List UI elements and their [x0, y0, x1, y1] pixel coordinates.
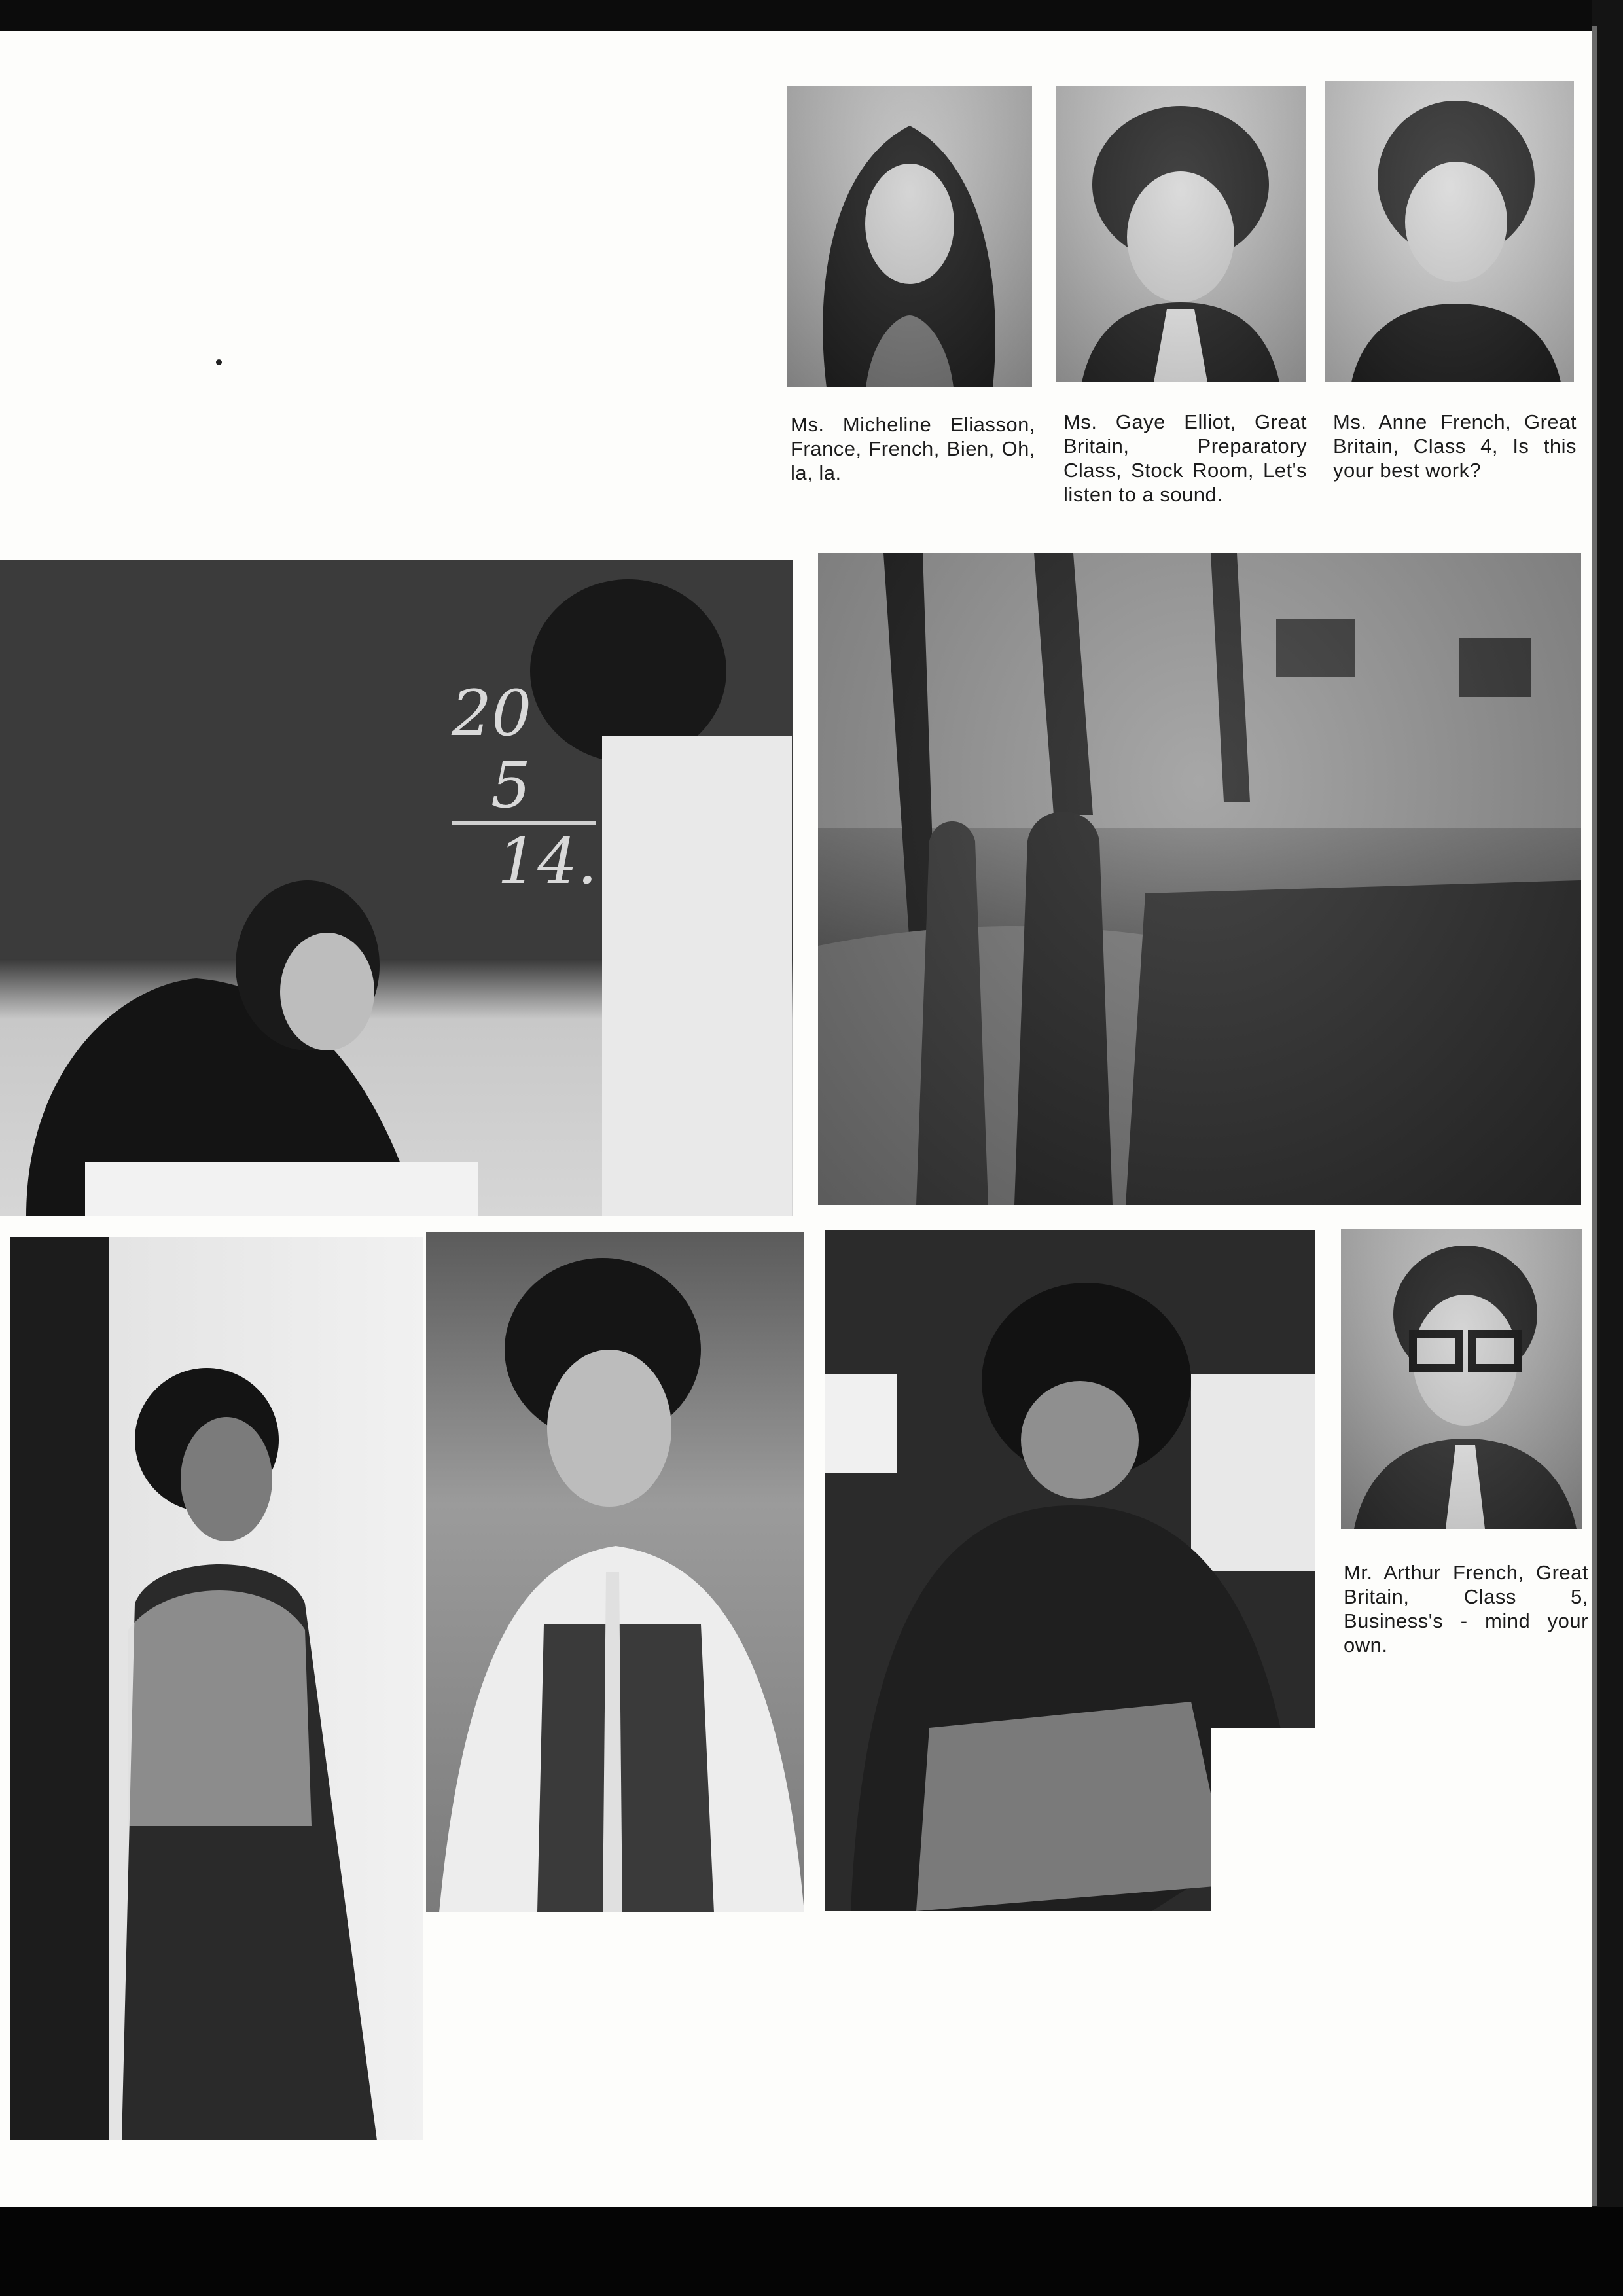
chalk-line-3: 14. [497, 825, 597, 898]
teacher-scene [426, 1232, 804, 1912]
portrait-anne-french [1325, 81, 1574, 382]
classroom-scene [0, 560, 793, 1216]
portrait-arthur-french [1341, 1229, 1582, 1529]
portrait-gaye-elliot [1056, 86, 1306, 382]
stray-mark [216, 359, 222, 365]
caption-gaye-elliot: Ms. Gaye Elliot, Great Britain, Preparatory Class, Stock Room, Let's listen to a sound. [1063, 410, 1307, 506]
chalk-line-1: 20 [452, 677, 532, 750]
scan-bottom-border [0, 2207, 1623, 2296]
caption-micheline-eliasson: Ms. Micheline Eliasson, France, French, Bien, Oh, la, la. [791, 413, 1035, 484]
caption-anne-french: Ms. Anne French, Great Britain, Class 4, Is this your best work? [1333, 410, 1577, 482]
caption-arthur-french: Mr. Arthur French, Great Britain, Class 5, Business's - mind your own. [1344, 1561, 1588, 1657]
scan-top-border [0, 0, 1623, 31]
photo-outdoor-class-group [818, 553, 1581, 1205]
scan-right-border [1592, 0, 1623, 2296]
doorway-scene [10, 1237, 423, 2140]
photo-teacher-at-chalkboard [0, 560, 793, 1216]
photo-teacher-leaning-doorway [10, 1237, 423, 2140]
photo-teacher-plaid-skirt [825, 1230, 1315, 1911]
chalk-line-2: 5 [452, 749, 596, 825]
teacher-scene [825, 1230, 1315, 1911]
portrait-micheline-eliasson [787, 86, 1032, 387]
chalk-writing [452, 677, 597, 897]
photo-teacher-standing-vest [426, 1232, 804, 1912]
